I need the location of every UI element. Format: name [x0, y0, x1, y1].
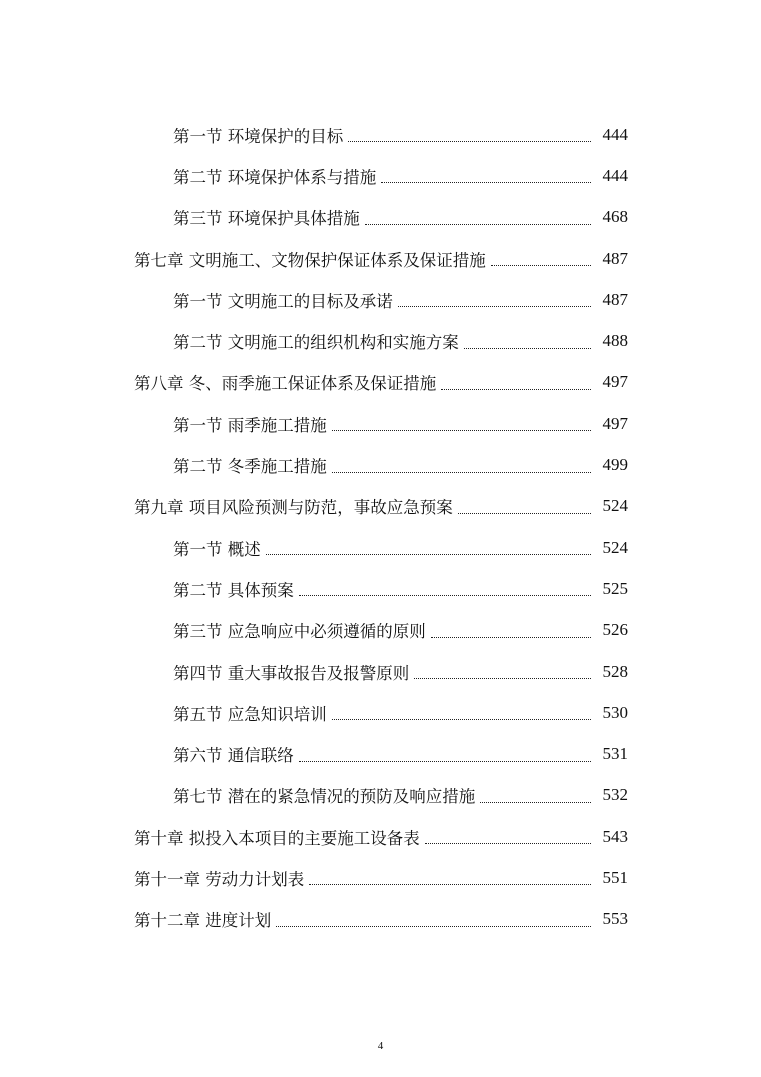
toc-entry-page: 553 [602, 909, 628, 929]
dot-leader [276, 926, 591, 927]
toc-entry-label: 第九章 项目风险预测与防范，事故应急预案 [134, 494, 455, 518]
toc-entry[interactable] [0, 320, 761, 361]
dot-leader [299, 761, 591, 762]
toc-entry[interactable] [0, 197, 761, 238]
dot-leader [441, 389, 591, 390]
toc-entry-page: 528 [602, 661, 628, 681]
dot-leader [458, 513, 591, 514]
dot-leader [332, 430, 591, 431]
toc-entry-label: 第八章 冬、雨季施工保证体系及保证措施 [134, 370, 438, 394]
toc-entry-page: 487 [602, 289, 628, 309]
toc-entry-label: 第一节 环境保护的目标 [173, 123, 345, 147]
toc-entry-page: 487 [602, 248, 628, 268]
dot-leader [425, 843, 591, 844]
toc-chapter-entry[interactable] [0, 857, 761, 898]
toc-entry-page: 543 [602, 826, 628, 846]
toc-entry-page: 551 [602, 867, 628, 887]
dot-leader [431, 637, 591, 638]
toc-entry-label: 第七章 文明施工、文物保护保证体系及保证措施 [134, 247, 488, 271]
toc-entry-label: 第二节 具体预案 [173, 577, 296, 601]
dot-leader [464, 348, 591, 349]
toc-entry-page: 526 [602, 620, 628, 640]
toc-entry-label: 第二节 环境保护体系与措施 [173, 164, 378, 188]
toc-entry-page: 530 [602, 702, 628, 722]
dot-leader [414, 678, 591, 679]
toc-entry-label: 第七节 潜在的紧急情况的预防及响应措施 [173, 783, 477, 807]
toc-chapter-entry[interactable] [0, 816, 761, 857]
toc-entry-page: 499 [602, 455, 628, 475]
toc-entry[interactable] [0, 733, 761, 774]
toc-entry-page: 525 [602, 578, 628, 598]
dot-leader [480, 802, 591, 803]
toc-entry-page: 524 [602, 496, 628, 516]
toc-entry-page: 532 [602, 785, 628, 805]
toc-entry-page: 531 [602, 744, 628, 764]
toc-entry-page: 497 [602, 413, 628, 433]
dot-leader [398, 306, 591, 307]
toc-entry[interactable] [0, 403, 761, 444]
dot-leader [491, 265, 591, 266]
toc-entry-page: 488 [602, 331, 628, 351]
toc-entry-label: 第一节 雨季施工措施 [173, 412, 329, 436]
toc-entry-label: 第十章 拟投入本项目的主要施工设备表 [134, 825, 422, 849]
toc-entry[interactable] [0, 775, 761, 816]
dot-leader [309, 884, 591, 885]
dot-leader [266, 554, 591, 555]
toc-entry[interactable] [0, 692, 761, 733]
dot-leader [332, 719, 591, 720]
toc-entry-label: 第三节 环境保护具体措施 [173, 205, 362, 229]
toc-entry-page: 444 [602, 124, 628, 144]
toc-chapter-entry[interactable] [0, 238, 761, 279]
toc-entry-label: 第一节 概述 [173, 536, 263, 560]
toc-entry-page: 444 [602, 165, 628, 185]
toc-entry-label: 第六节 通信联络 [173, 742, 296, 766]
toc-entry[interactable] [0, 568, 761, 609]
toc-entry[interactable] [0, 155, 761, 196]
toc-entry[interactable] [0, 114, 761, 155]
toc-entry[interactable] [0, 651, 761, 692]
toc-entry[interactable] [0, 610, 761, 651]
toc-entry-page: 497 [602, 372, 628, 392]
table-of-contents [0, 114, 761, 940]
toc-entry-label: 第二节 冬季施工措施 [173, 453, 329, 477]
toc-entry-label: 第十二章 进度计划 [134, 907, 273, 931]
toc-entry-label: 第五节 应急知识培训 [173, 701, 329, 725]
toc-entry-label: 第四节 重大事故报告及报警原则 [173, 660, 411, 684]
toc-chapter-entry[interactable] [0, 486, 761, 527]
toc-entry[interactable] [0, 279, 761, 320]
toc-entry[interactable] [0, 444, 761, 485]
dot-leader [348, 141, 591, 142]
toc-chapter-entry[interactable] [0, 899, 761, 940]
toc-entry-label: 第一节 文明施工的目标及承诺 [173, 288, 395, 312]
toc-entry-label: 第三节 应急响应中必须遵循的原则 [173, 618, 428, 642]
toc-entry-label: 第二节 文明施工的组织机构和实施方案 [173, 329, 461, 353]
toc-entry-page: 468 [602, 207, 628, 227]
dot-leader [299, 595, 591, 596]
page-number: 4 [377, 1040, 384, 1052]
dot-leader [381, 182, 591, 183]
toc-chapter-entry[interactable] [0, 362, 761, 403]
dot-leader [365, 224, 591, 225]
dot-leader [332, 472, 591, 473]
toc-entry-page: 524 [602, 537, 628, 557]
toc-entry[interactable] [0, 527, 761, 568]
toc-entry-label: 第十一章 劳动力计划表 [134, 866, 306, 890]
